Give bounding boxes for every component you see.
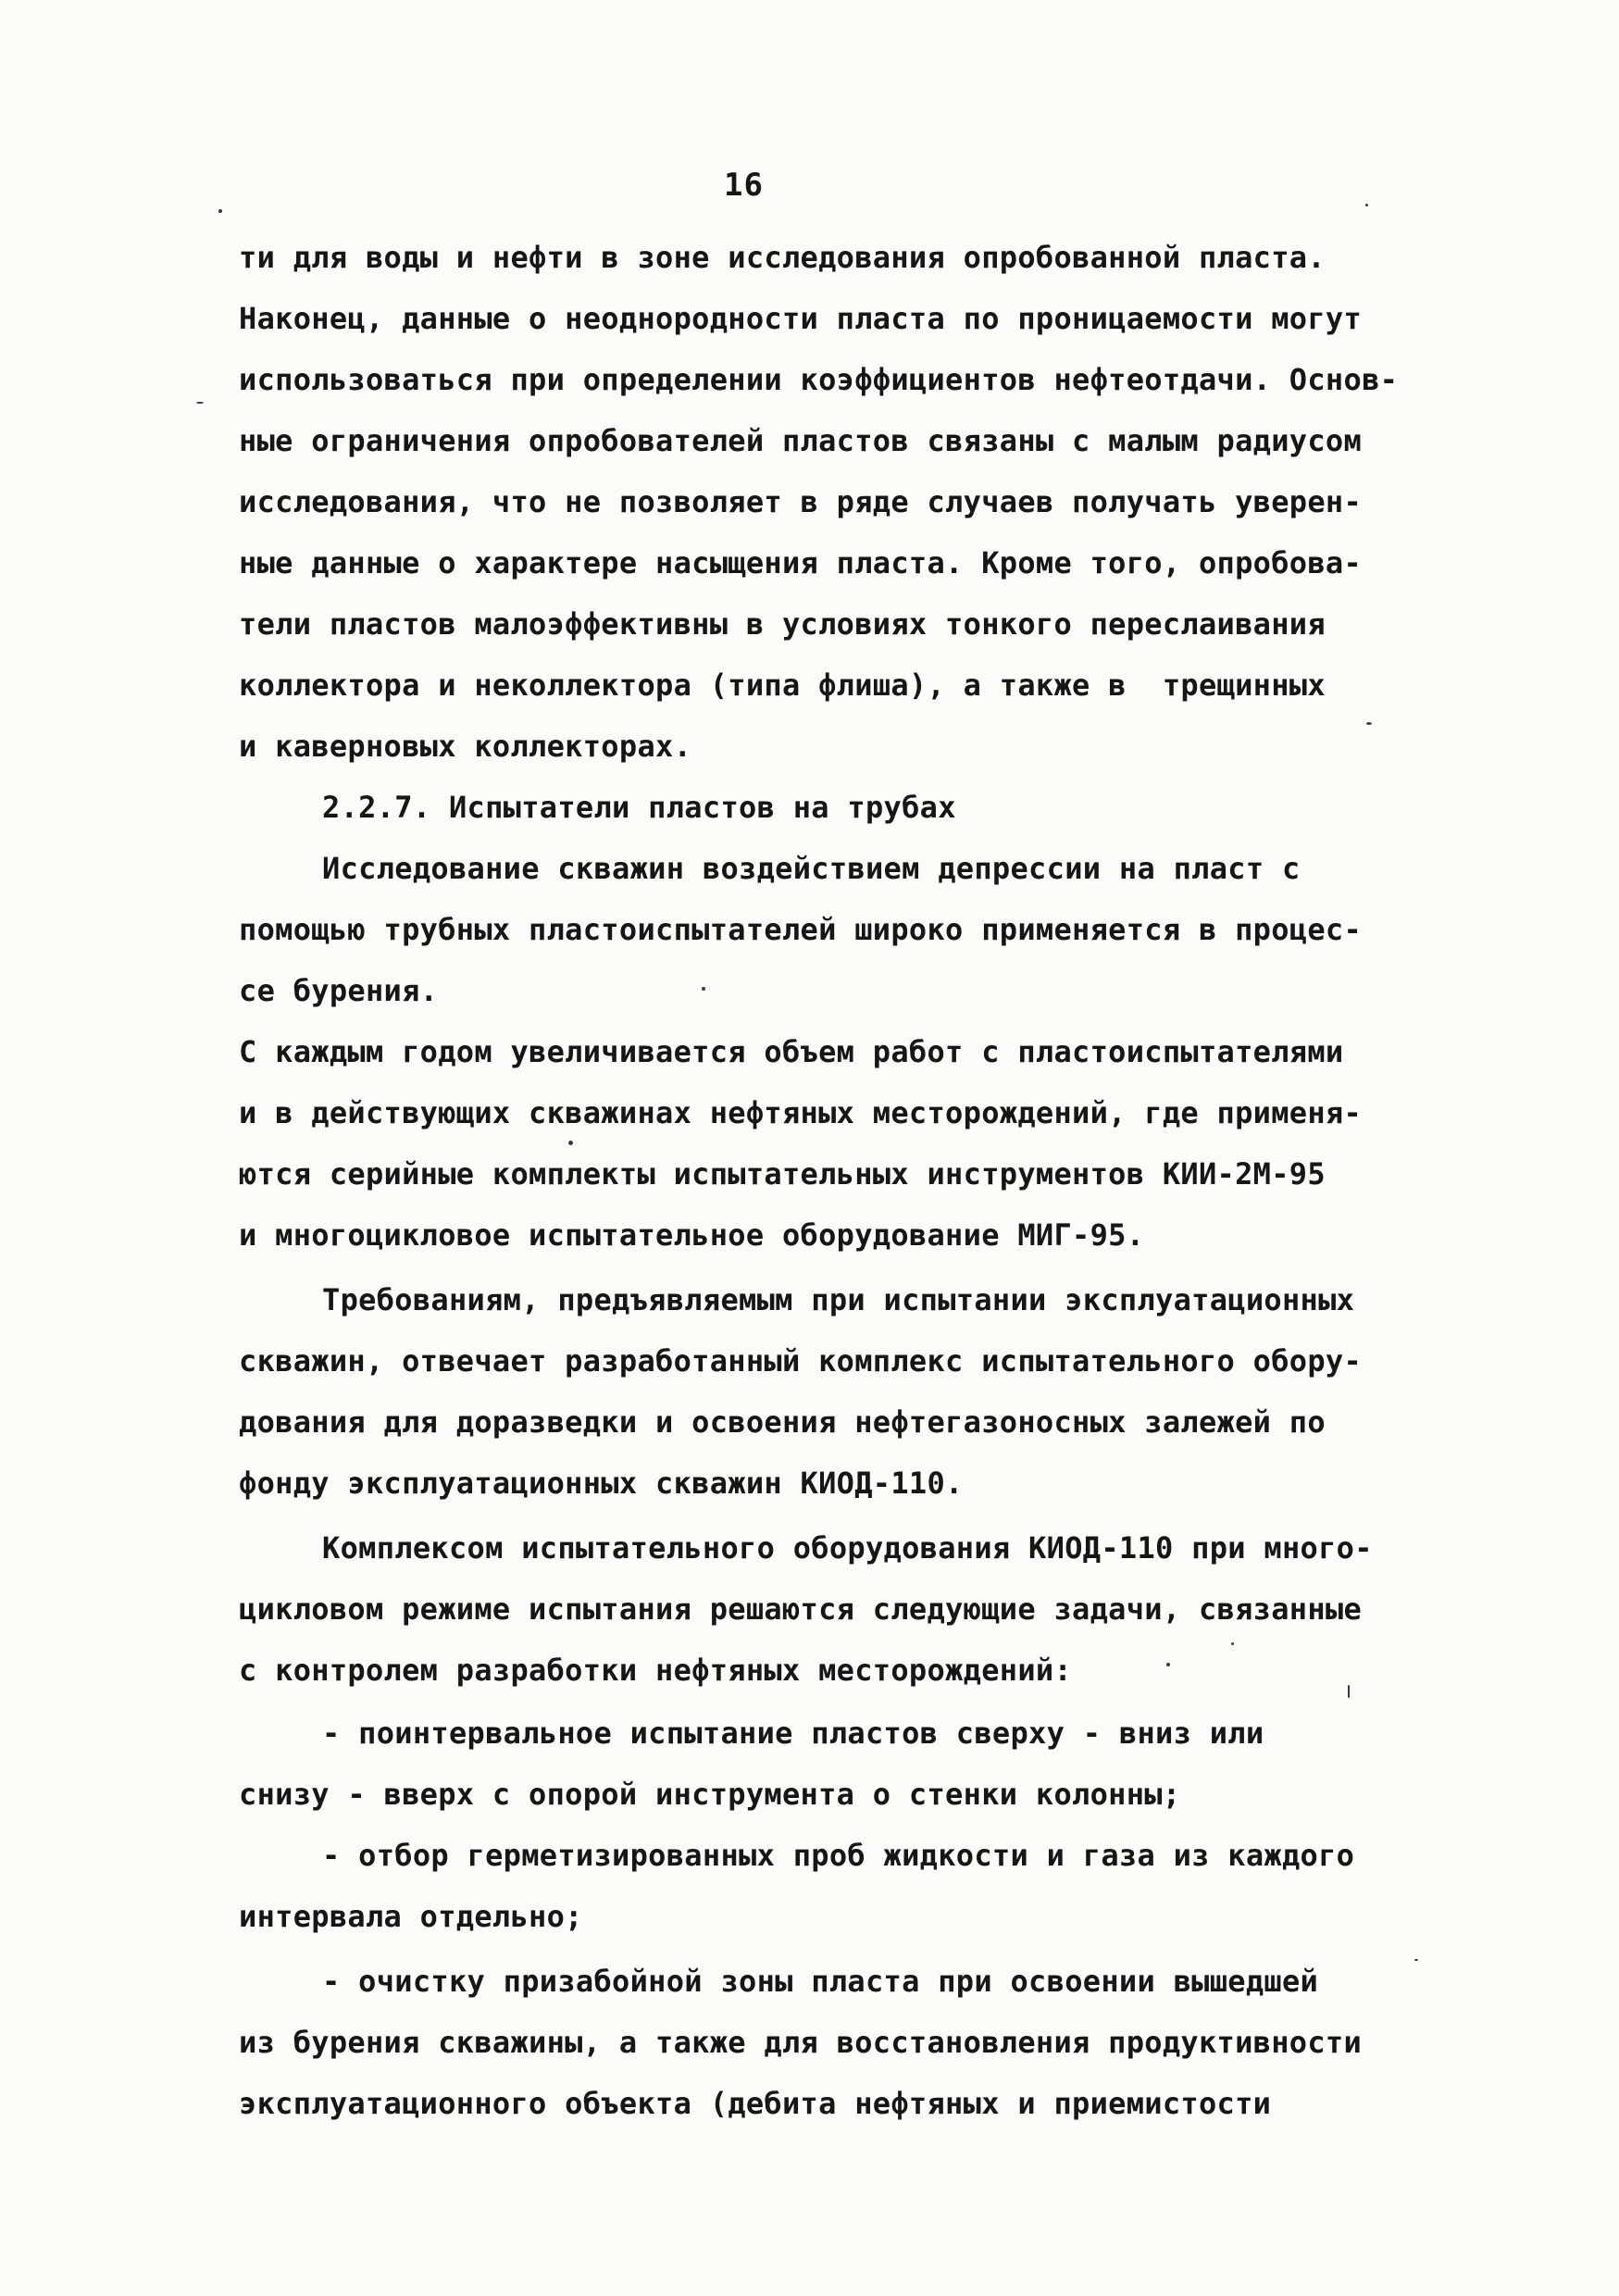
- scan-speck: [1231, 1642, 1234, 1645]
- text-line: Наконец, данные о неоднородности пласта по проницаемости могут: [239, 301, 1363, 336]
- text-line: се бурения.: [239, 973, 439, 1008]
- text-line: тели пластов малоэффективны в условиях тонкого переслаивания: [239, 606, 1326, 642]
- text-line: помощью трубных пластоиспытателей широко применяется в процес-: [239, 912, 1363, 947]
- text-line: Исследование скважин воздействием депрессии на пласт с: [322, 851, 1301, 886]
- text-line: из бурения скважины, а также для восстановления продуктивности: [239, 2025, 1363, 2060]
- scan-speck: [1166, 1663, 1170, 1666]
- text-line: исследования, что не позволяет в ряде случаев получать уверен-: [239, 484, 1363, 519]
- scan-speck: [196, 402, 204, 404]
- section-heading: 2.2.7. Испытатели пластов на трубах: [322, 790, 956, 825]
- scan-speck: [1366, 722, 1372, 725]
- text-line: использоваться при определении коэффициентов нефтеотдачи. Основ-: [239, 362, 1399, 397]
- text-line: эксплуатационного объекта (дебита нефтяных и приемистости: [239, 2086, 1272, 2121]
- text-line: С каждым годом увеличивается объем работ с пластоиспытателями: [239, 1034, 1344, 1069]
- text-line: Требованиям, предъявляемым при испытании эксплуатационных: [322, 1282, 1355, 1317]
- text-line: ные данные о характере насыщения пласта. Кроме того, опробова-: [239, 545, 1363, 580]
- text-line: коллектора и неколлектора (типа флиша), а также в трещинных: [239, 668, 1326, 703]
- list-item: - очистку призабойной зоны пласта при освоении вышедшей: [322, 1964, 1319, 1999]
- text-line: ются серийные комплекты испытательных инструментов КИИ-2М-95: [239, 1156, 1326, 1192]
- scan-speck: [1348, 1685, 1350, 1698]
- text-line: и многоцикловое испытательное оборудование МИГ-95.: [239, 1217, 1145, 1253]
- list-item: - отбор герметизированных проб жидкости и газа из каждого: [322, 1838, 1355, 1873]
- text-line: и в действующих скважинах нефтяных месторождений, где применя-: [239, 1095, 1363, 1130]
- scan-speck: [568, 1141, 573, 1145]
- list-item: - поинтервальное испытание пластов сверху - вниз или: [322, 1716, 1264, 1751]
- text-line: скважин, отвечает разработанный комплекс испытательного обору-: [239, 1343, 1363, 1379]
- scan-speck: [702, 987, 705, 991]
- text-line: интервала отдельно;: [239, 1899, 583, 1934]
- text-line: снизу - вверх с опорой инструмента о стенки колонны;: [239, 1777, 1181, 1812]
- text-line: цикловом режиме испытания решаются следующие задачи, связанные: [239, 1591, 1363, 1627]
- scan-speck: [1414, 1959, 1418, 1961]
- text-line: ные ограничения опробователей пластов связаны с малым радиусом: [239, 423, 1363, 458]
- text-line: фонду эксплуатационных скважин КИОД-110.: [239, 1466, 964, 1501]
- scan-speck: [1365, 204, 1368, 206]
- text-line: ти для воды и нефти в зоне исследования опробованной пласта.: [239, 240, 1326, 275]
- scan-speck: [218, 209, 222, 213]
- text-line: Комплексом испытательного оборудования КИОД-110 при много-: [322, 1530, 1373, 1566]
- text-line: дования для доразведки и освоения нефтегазоносных залежей по: [239, 1404, 1326, 1440]
- text-line: с контролем разработки нефтяных месторождений:: [239, 1653, 1073, 1688]
- text-line: и каверновых коллекторах.: [239, 729, 692, 764]
- page-number: 16: [724, 167, 764, 204]
